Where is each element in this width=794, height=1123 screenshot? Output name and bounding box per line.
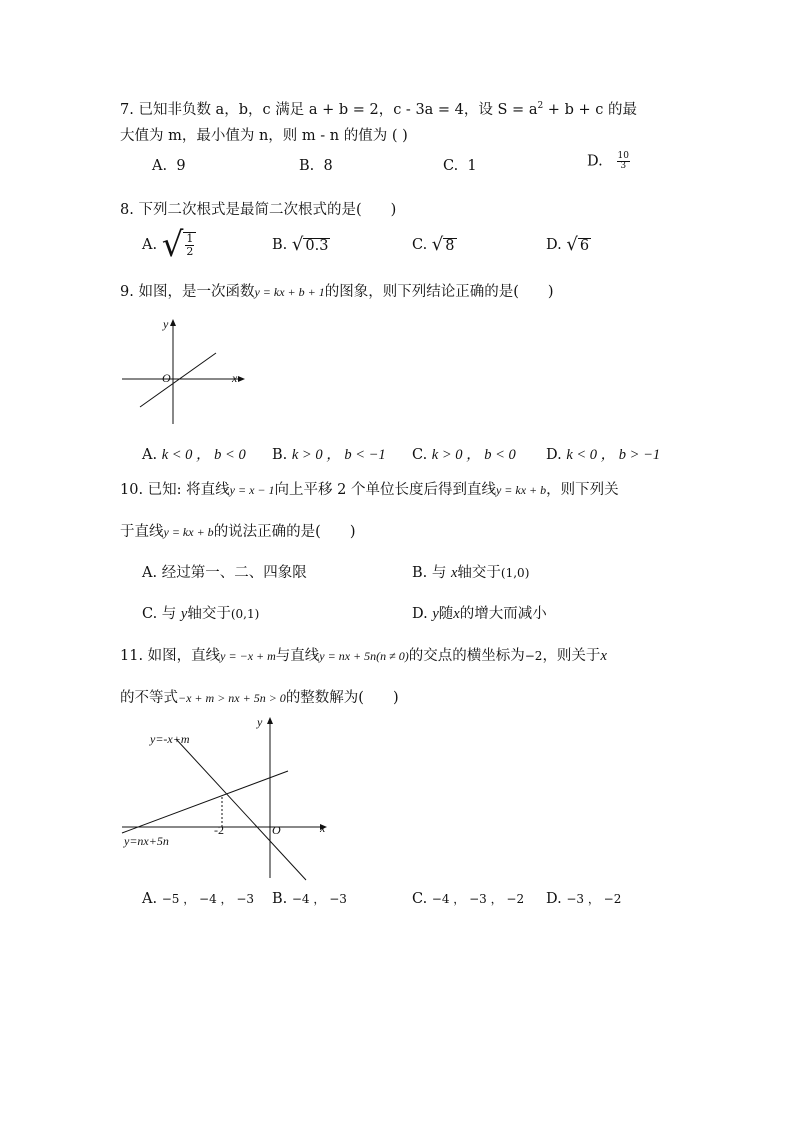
q9-option-c-text: k > 0 ， b < 0 [431, 447, 516, 463]
q11-line1-math3: −2 [524, 649, 543, 663]
q7-option-d-den: 3 [620, 161, 627, 171]
q9-option-a-text: k < 0 ， b < 0 [161, 447, 246, 463]
q8-option-b-label: B. [272, 237, 288, 253]
q7-option-a [152, 158, 186, 174]
q10-line1-a: 10. 已知: 将直线 [120, 482, 230, 498]
q7-superscript: 2 [537, 101, 544, 112]
q11-line1-math1: y = −x + m [220, 649, 276, 663]
q7-option-d-num: 10 [617, 151, 629, 161]
q9-x-arrow [238, 376, 245, 382]
q8-option-b-radical: √ 0.3 [291, 234, 329, 255]
q10-option-b-var: x [450, 565, 458, 581]
q10-option-d-pre: D. [412, 606, 428, 622]
q9-option-d [546, 443, 660, 464]
q9-origin-label: O [162, 371, 171, 385]
q9-y-arrow [170, 319, 176, 326]
q11-y-label: y [257, 715, 263, 729]
q9-stem [120, 280, 554, 301]
q9-x-label: x [232, 371, 238, 385]
q9-option-d-label: D. [546, 447, 562, 463]
q11-option-b [272, 890, 347, 907]
q8-option-d-label: D. [546, 237, 562, 253]
q11-tick-label: -2 [214, 823, 224, 837]
q9-option-b [272, 443, 386, 464]
q11-option-a [142, 890, 254, 907]
q11-line1-b: 与直线 [275, 648, 320, 664]
q7-option-b-value: 8 [323, 158, 333, 174]
q11-line1-d: ，则关于 [542, 648, 601, 664]
q9-stem-post: 的图象，则下列结论正确的是( ) [324, 284, 554, 300]
q10-option-d-var1: y [432, 606, 439, 622]
q11-graph [118, 710, 338, 882]
q11-origin-label: O [272, 823, 281, 837]
q7-line2: 大值为 m，最小值为 n，则 m - n 的值为 ( ) [120, 128, 408, 144]
q8-option-c-radical: √ 8 [431, 234, 455, 255]
q10-line1-math2: y = kx + b [495, 483, 547, 497]
q11-option-c-label: C. [412, 891, 428, 907]
q8-option-c-radicand: 8 [445, 238, 455, 254]
q11-line1-label: y=-x+m [150, 732, 190, 746]
q9-option-a [142, 443, 246, 464]
q8-option-a [142, 225, 196, 265]
q11-line-nx-plus-5n [122, 771, 288, 833]
q11-line2-math: −x + m > nx + 5n > 0 [178, 691, 286, 705]
q11-line1-a: 11. 如图，直线 [120, 648, 221, 664]
q11-line2-a: 的不等式 [120, 690, 178, 706]
q8-option-a-radical: √ $\frac{1}{2}$ [162, 228, 197, 262]
q9-option-c [412, 443, 516, 464]
q8-option-d-radicand: 6 [579, 238, 590, 254]
q7-option-c-value: 1 [467, 158, 477, 174]
q11-option-b-text: −4 ， −3 [291, 892, 347, 906]
q10-line1-c: ，则下列关 [546, 482, 619, 498]
q9-option-d-text: k < 0 ， b > −1 [566, 447, 661, 463]
q10-line2-math: y = kx + b [163, 525, 214, 539]
q11-line1-math2: y = nx + 5n(n ≠ 0) [319, 649, 409, 663]
q11-line1 [120, 644, 607, 665]
q8-option-a-den: 2 [186, 245, 194, 258]
q10-option-d [412, 602, 547, 623]
q7-line1-text: 7. 已知非负数 a，b，c 满足 a + b = 2，c - 3a = 4，设 S = a [120, 102, 538, 118]
q8-option-a-num: 1 [186, 232, 194, 245]
q10-option-c [142, 602, 259, 623]
q7-line1-tail: + b + c 的最 [543, 102, 637, 118]
q9-option-c-label: C. [412, 447, 428, 463]
q11-line1-math4: x [600, 648, 607, 664]
q10-line1-b: 向上平移 2 个单位长度后得到直线 [274, 482, 496, 498]
q9-option-b-label: B. [272, 447, 288, 463]
q9-y-label: y [163, 317, 169, 331]
q11-option-d-label: D. [546, 891, 562, 907]
q10-option-d-post: 的增大而减小 [459, 606, 547, 622]
q11-x-label: x [320, 821, 326, 835]
q11-option-b-label: B. [272, 891, 288, 907]
q11-y-arrow [267, 717, 273, 724]
q7-option-d [587, 152, 630, 171]
q10-option-c-point: (0,1) [230, 607, 260, 621]
q10-option-b-point: (1,0) [500, 566, 530, 580]
q10-line1-math1: y = x − 1 [229, 483, 275, 497]
q8-option-b [272, 236, 330, 254]
q10-option-d-mid: 随 [438, 606, 454, 622]
q11-line2-label: y=nx+5n [124, 834, 169, 848]
q10-option-a: A. 经过第一、二、四象限 [142, 565, 307, 581]
q7-option-c-label: C. [443, 158, 459, 174]
q10-option-c-var: y [180, 606, 188, 622]
q7-option-b [299, 158, 333, 174]
q10-line1 [120, 478, 619, 499]
q10-option-b [412, 561, 529, 582]
q7-option-d-label: D. [587, 153, 603, 170]
q11-option-d-text: −3 ， −2 [566, 892, 622, 906]
q7-option-a-label: A. [152, 158, 168, 174]
q11-option-c [412, 890, 524, 907]
q10-option-b-pre: B. 与 [412, 565, 447, 581]
q7-option-c [443, 158, 477, 174]
q8-option-c-label: C. [412, 237, 428, 253]
q10-line2-a: 于直线 [120, 524, 164, 540]
q7-line1 [120, 98, 637, 119]
q11-option-c-text: −4 ， −3 ， −2 [431, 892, 525, 906]
q7-option-a-value: 9 [176, 158, 186, 174]
q8-option-d [546, 236, 591, 254]
q10-option-d-var2: x [453, 606, 460, 622]
q10-line2-b: 的说法正确的是( ) [213, 524, 356, 540]
q11-line2-b: 的整数解为( ) [285, 690, 399, 706]
q8-option-c [412, 236, 457, 254]
q8-stem: 8. 下列二次根式是最简二次根式的是( ) [120, 202, 397, 218]
q7-option-b-label: B. [299, 158, 315, 174]
q9-stem-math: y = kx + b + 1 [254, 285, 325, 299]
q10-option-c-pre: C. 与 [142, 606, 177, 622]
q9-option-a-label: A. [142, 447, 158, 463]
q11-line2 [120, 686, 399, 707]
q10-option-c-post: 轴交于 [187, 606, 231, 622]
q8-option-b-radicand: 0.3 [305, 238, 329, 254]
q9-stem-pre: 9. 如图，是一次函数 [120, 284, 255, 300]
q10-option-b-post: 轴交于 [457, 565, 501, 581]
q11-line1-c: 的交点的横坐标为 [408, 648, 525, 664]
q11-option-a-text: −5 ， −4 ， −3 [161, 892, 255, 906]
q10-line2 [120, 520, 356, 541]
q9-function-line [140, 353, 216, 407]
q9-option-b-text: k > 0 ， b < −1 [291, 447, 386, 463]
q8-option-a-label: A. [142, 237, 158, 253]
q8-option-d-radical: √ 6 [566, 234, 590, 255]
q7-option-d-fraction [617, 152, 630, 171]
q11-option-a-label: A. [142, 891, 158, 907]
q11-line-minus-x-plus-m [176, 739, 306, 880]
q11-option-d [546, 890, 621, 907]
q9-graph [118, 316, 248, 428]
